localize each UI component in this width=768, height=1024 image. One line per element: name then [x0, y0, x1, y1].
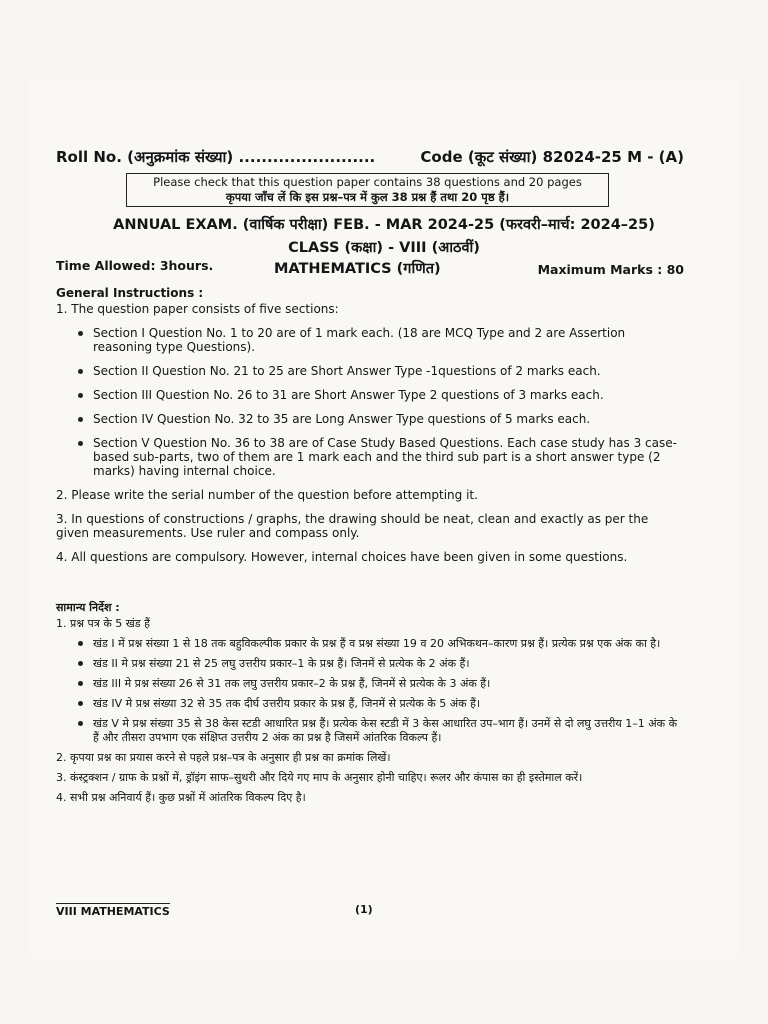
hindi-instruction-3: 3. कंस्ट्रक्शन / ग्राफ के प्रश्नों में, ड्रॉइंग साफ–सुथरी और दिये गए माप के अनुसार होनी चाहिए। रूलर और कंपास का ही इस्तेमाल करें।	[56, 771, 583, 784]
time-allowed: Time Allowed: 3hours.	[56, 258, 214, 273]
subject-title: MATHEMATICS (गणित)	[274, 261, 441, 277]
hindi-section-bullet: खंड II मे प्रश्न संख्या 21 से 25 लघु उत्तरीय प्रकार–1 के प्रश्न हैं। जिनमें से प्रत्येक के 2 अंक हैं।	[56, 657, 684, 671]
hindi-instructions-heading: सामान्य निर्देश :	[56, 601, 120, 614]
hindi-section-bullet: खंड III मे प्रश्न संख्या 26 से 31 तक लघु उत्तरीय प्रकार–2 के प्रश्न हैं, जिनमें से प्रत्येक के 3 अंक हैं।	[56, 677, 684, 691]
instruction-3: 3. In questions of constructions / graphs, the drawing should be neat, clean and exactly as per the given measurements. Use ruler and compass only.	[56, 512, 649, 540]
notice-hindi: कृपया जाँच लें कि इस प्रश्न–पत्र में कुल 38 प्रश्न हैं तथा 20 पृष्ठ हैं।	[225, 190, 510, 204]
class-line: CLASS (कक्षा) - VIII (आठवीं)	[288, 240, 480, 256]
code-label: Code (कूट संख्या) 82024-25 M - (A)	[420, 148, 684, 166]
footer-subject: VIII MATHEMATICS	[56, 905, 170, 918]
hindi-instruction-4: 4. सभी प्रश्न अनिवार्य हैं। कुछ प्रश्नों में आंतरिक विकल्प दिए है।	[56, 791, 306, 804]
instruction-4: 4. All questions are compulsory. However, internal choices have been given in some questions.	[56, 550, 628, 564]
header-row	[56, 147, 684, 169]
page-check-notice	[126, 173, 609, 207]
roll-number-label: Roll No. (अनुक्रमांक संख्या) ........................	[56, 148, 376, 166]
section-bullet: Section IV Question No. 32 to 35 are Long Answer Type questions of 5 marks each.	[56, 412, 684, 426]
instruction-1: 1. The question paper consists of five sections:	[56, 302, 339, 316]
notice-english: Please check that this question paper contains 38 questions and 20 pages	[153, 175, 582, 189]
general-instructions	[56, 286, 684, 574]
general-instructions-heading: General Instructions :	[56, 286, 204, 300]
exam-title: ANNUAL EXAM. (वार्षिक परीक्षा) FEB. - MAR 2024-25 (फरवरी–मार्च: 2024–25)	[113, 217, 655, 233]
section-bullet: Section II Question No. 21 to 25 are Short Answer Type -1questions of 2 marks each.	[56, 364, 684, 378]
hindi-section-bullet: खंड I में प्रश्न संख्या 1 से 18 तक बहुविकल्पीक प्रकार के प्रश्न हैं व प्रश्न संख्या 19 व 20 अभिकथन–कारण प्रश्न हैं। प्रत्येक प्रश्न एक अंक का है।	[56, 637, 684, 651]
maximum-marks: Maximum Marks : 80	[537, 262, 684, 277]
instruction-2: 2. Please write the serial number of the question before attempting it.	[56, 488, 478, 502]
hindi-section-bullet: खंड IV मे प्रश्न संख्या 32 से 35 तक दीर्घ उत्तरीय प्रकार के प्रश्न हैं, जिनमें से प्रत्येक के 5 अंक हैं।	[56, 697, 684, 711]
hindi-instructions	[56, 601, 684, 811]
hindi-section-bullet: खंड V मे प्रश्न संख्या 35 से 38 केस स्टडी आधारित प्रश्न हैं। प्रत्येक केस स्टडी में 3 केस आधारित उप–भाग हैं। उनमें से दो लघु उत्तरीय 1–1 अंक के हैं और तीसरा उपभाग एक संक्षिप्त उत्तरीय 2 अंक का प्रश्न है जिसमें आंतरिक विकल्प हैं।	[56, 717, 684, 745]
exam-meta-row	[56, 258, 684, 280]
hindi-instruction-2: 2. कृपया प्रश्न का प्रयास करने से पहले प्रश्न–पत्र के अनुसार ही प्रश्न का क्रमांक लिखें।	[56, 751, 391, 764]
section-bullet: Section V Question No. 36 to 38 are of Case Study Based Questions. Each case study has 3 case-based sub-parts, two of them are 1 mark each and the third sub part is a short answer type (2 marks) having internal choice.	[56, 436, 684, 478]
page-number: (1)	[355, 903, 373, 916]
section-bullet: Section III Question No. 26 to 31 are Short Answer Type 2 questions of 3 marks each.	[56, 388, 684, 402]
hindi-instruction-1: 1. प्रश्न पत्र के 5 खंड हैं	[56, 617, 151, 630]
section-bullet: Section I Question No. 1 to 20 are of 1 mark each. (18 are MCQ Type and 2 are Assertion reasoning type Questions).	[56, 326, 684, 354]
